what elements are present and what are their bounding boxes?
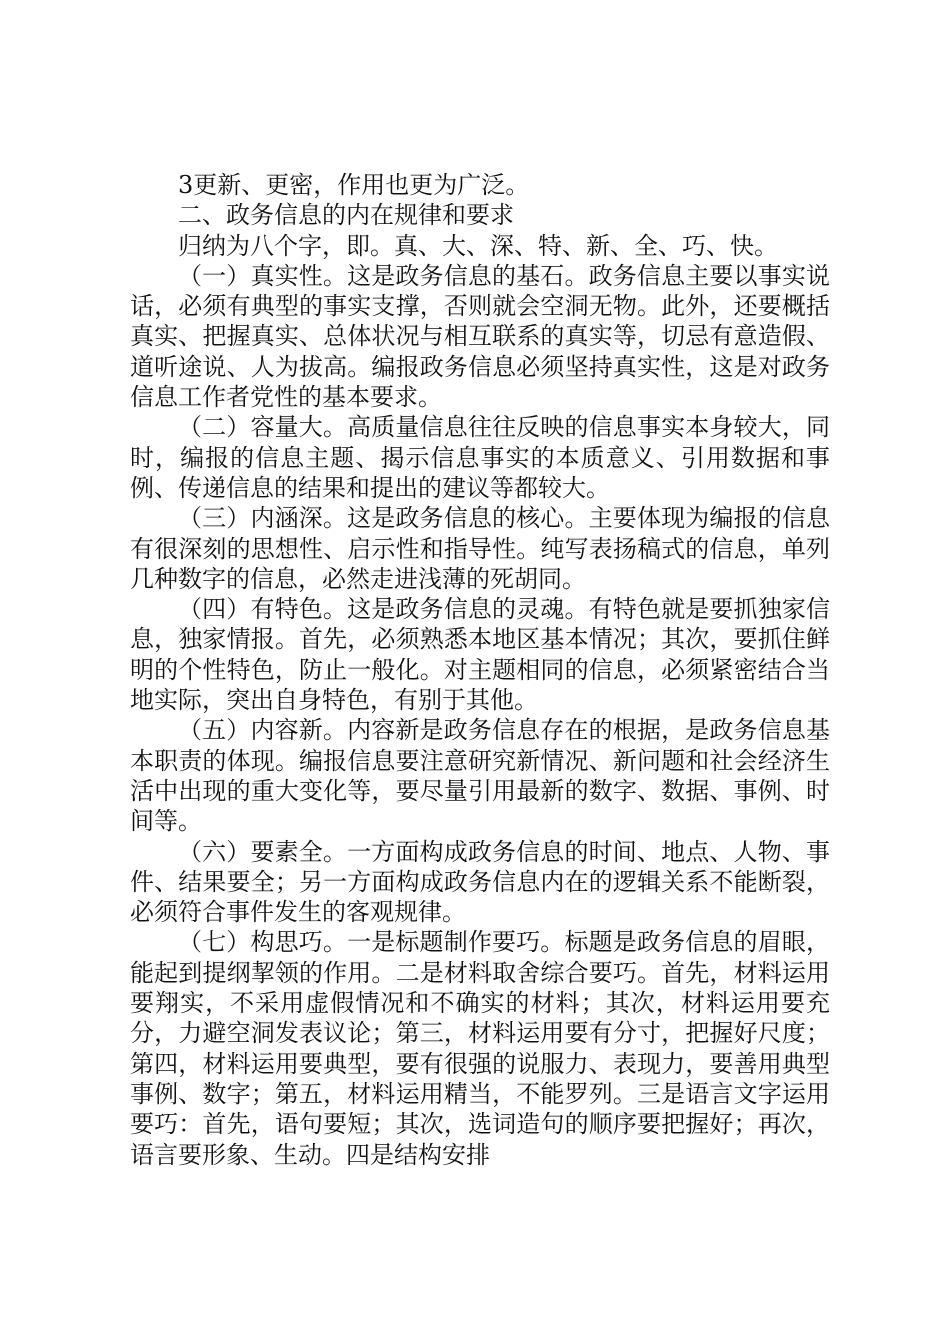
paragraph-completeness: （六）要素全。一方面构成政务信息的时间、地点、人物、事件、结果要全；另一方面构成政务信息内在的逻辑关系不能断裂，必须符合事件发生的客观规律。 [130, 837, 830, 927]
paragraph-depth: （三）内涵深。这是政务信息的核心。主要体现为编报的信息有很深刻的思想性、启示性和指导性。纯写表扬稿式的信息，单列几种数字的信息，必然走进浅薄的死胡同。 [130, 504, 830, 593]
paragraph-authenticity: （一）真实性。这是政务信息的基石。政务信息主要以事实说话，必须有典型的事实支撑，否则就会空洞无物。此外，还要概括真实、把握真实、总体状况与相互联系的真实等，切忌有意造假、道听途说、人为拔高。编报政务信息必须坚持真实性，这是对政务信息工作者党性的基本要求。 [130, 261, 830, 412]
document-body [130, 170, 830, 1170]
paragraph-features: （四）有特色。这是政务信息的灵魂。有特色就是要抓独家信息，独家情报。首先，必须熟悉本地区基本情况；其次，要抓住鲜明的个性特色，防止一般化。对主题相同的信息，必须紧密结合当地实际，突出自身特色，有别于其他。 [130, 595, 830, 715]
section-heading: 二、政务信息的内在规律和要求 [178, 201, 514, 230]
paragraph-ingenuity: （七）构思巧。一是标题制作要巧。标题是政务信息的眉眼，能起到提纲挈领的作用。二是材料取舍综合要巧。首先，材料运用要翔实，不采用虚假情况和不确实的材料；其次，材料运用要充分，力避空洞发表议论；第三，材料运用要有分寸，把握好尺度；第四，材料运用要典型，要有很强的说服力、表现力，要善用典型事例、数字；第五，材料运用精当，不能罗列。三是语言文字运用要巧：首先，语句要短；其次，选词造句的顺序要把握好；再次，语言要形象、生动。四是结构安排 [130, 928, 830, 1169]
paragraph-intro-continuation: 3更新、更密，作用也更为广泛。 [178, 171, 530, 199]
paragraph-capacity: （二）容量大。高质量信息往往反映的信息事实本身较大，同时，编报的信息主题、揭示信息事实的本质意义、引用数据和事例、传递信息的结果和提出的建议等都较大。 [130, 413, 830, 502]
paragraph-summary: 归纳为八个字，即。真、大、深、特、新、全、巧、快。 [178, 231, 778, 260]
paragraph-novelty: （五）内容新。内容新是政务信息存在的根据，是政务信息基本职责的体现。编报信息要注意研究新情况、新问题和社会经济生活中出现的重大变化等，要尽量引用最新的数字、数据、事例、时间等。 [130, 716, 830, 836]
